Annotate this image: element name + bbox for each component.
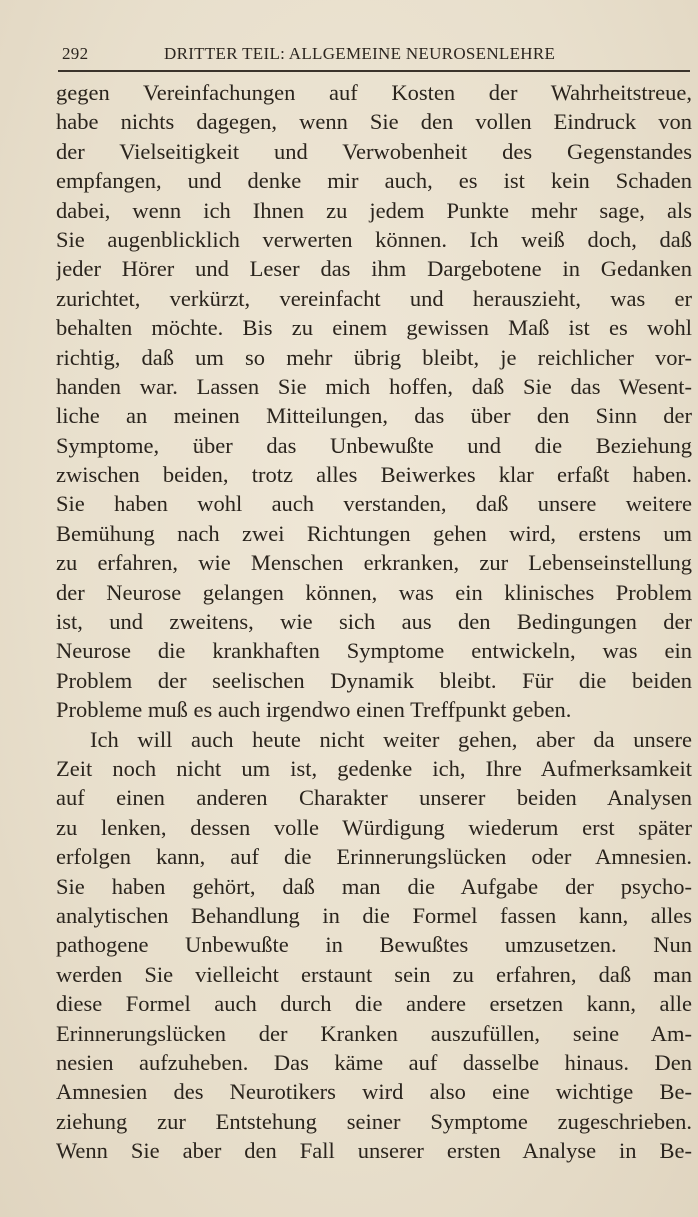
text-line: werden Sie vielleicht erstaunt sein zu erfahren, daß man [56,961,692,987]
page-number: 292 [62,44,89,63]
text-line: empfangen, und denke mir auch, es ist kein Schaden [56,168,692,194]
text-line: handen war. Lassen Sie mich hoffen, daß Sie das Wesent- [56,373,692,399]
text-line: pathogene Unbewußte in Bewußtes umzusetzen. Nun [56,932,692,958]
text-line: liche an meinen Mitteilungen, das über den Sinn der [56,403,692,429]
text-line: Amnesien des Neurotikers wird also eine wichtige Be- [56,1079,692,1105]
text-line: auf einen anderen Charakter unserer beiden Analysen [56,785,692,811]
text-line: diese Formel auch durch die andere ersetzen kann, alle [56,991,692,1017]
text-line: Bemühung nach zwei Richtungen gehen wird, erstens um [56,520,692,546]
text-line: Erinnerungslücken der Kranken auszufüllen, seine Am- [56,1020,692,1046]
text-line: Neurose die krankhaften Symptome entwickeln, was ein [56,638,692,664]
text-line: richtig, daß um so mehr übrig bleibt, je reichlicher vor- [56,344,692,370]
page-header [62,44,690,68]
running-title: DRITTER TEIL: ALLGEMEINE NEUROSENLEHRE [164,44,556,63]
text-line: behalten möchte. Bis zu einem gewissen Maß ist es wohl [56,315,692,341]
text-line: ziehung zur Entstehung seiner Symptome zugeschrieben. [56,1108,692,1134]
text-line: der Neurose gelangen können, was ein klinisches Problem [56,579,692,605]
text-line: dabei, wenn ich Ihnen zu jedem Punkte mehr sage, als [56,197,692,223]
text-line: Problem der seelischen Dynamik bleibt. Für die beiden [56,667,692,693]
text-line: Wenn Sie aber den Fall unserer ersten Analyse in Be- [56,1138,692,1164]
text-line: analytischen Behandlung in die Formel fassen kann, alles [56,902,692,928]
text-line: Symptome, über das Unbewußte und die Beziehung [56,432,692,458]
text-line: Sie augenblicklich verwerten können. Ich weiß doch, daß [56,226,692,252]
text-line: zu lenken, dessen volle Würdigung wiederum erst später [56,814,692,840]
text-line: Ich will auch heute nicht weiter gehen, aber da unsere [90,726,692,752]
text-line: ist, und zweitens, wie sich aus den Bedingungen der [56,609,692,635]
text-line: gegen Vereinfachungen auf Kosten der Wahrheitstreue, [56,80,692,105]
text-line: zwischen beiden, trotz alles Beiwerkes klar erfaßt haben. [56,462,692,488]
text-line: habe nichts dagegen, wenn Sie den vollen Eindruck von [56,109,692,135]
text-line: der Vielseitigkeit und Verwobenheit des Gegenstandes [56,138,692,164]
text-line: zu erfahren, wie Menschen erkranken, zur Lebenseinstellung [56,550,692,576]
text-line: nesien aufzuheben. Das käme auf dasselbe hinaus. Den [56,1049,692,1075]
text-line: Probleme muß es auch irgendwo einen Treffpunkt geben. [56,697,572,723]
text-line: erfolgen kann, auf die Erinnerungslücken oder Amnesien. [56,844,692,870]
text-line: Sie haben wohl auch verstanden, daß unsere weitere [56,491,692,517]
text-line: Sie haben gehört, daß man die Aufgabe der psycho- [56,873,692,899]
text-line: Zeit noch nicht um ist, gedenke ich, Ihre Aufmerksamkeit [56,755,692,781]
header-rule [58,70,690,72]
text-line: jeder Hörer und Leser das ihm Dargebotene in Gedanken [56,256,692,282]
body-text [56,78,692,1165]
text-line: zurichtet, verkürzt, vereinfacht und herauszieht, was er [56,285,692,311]
